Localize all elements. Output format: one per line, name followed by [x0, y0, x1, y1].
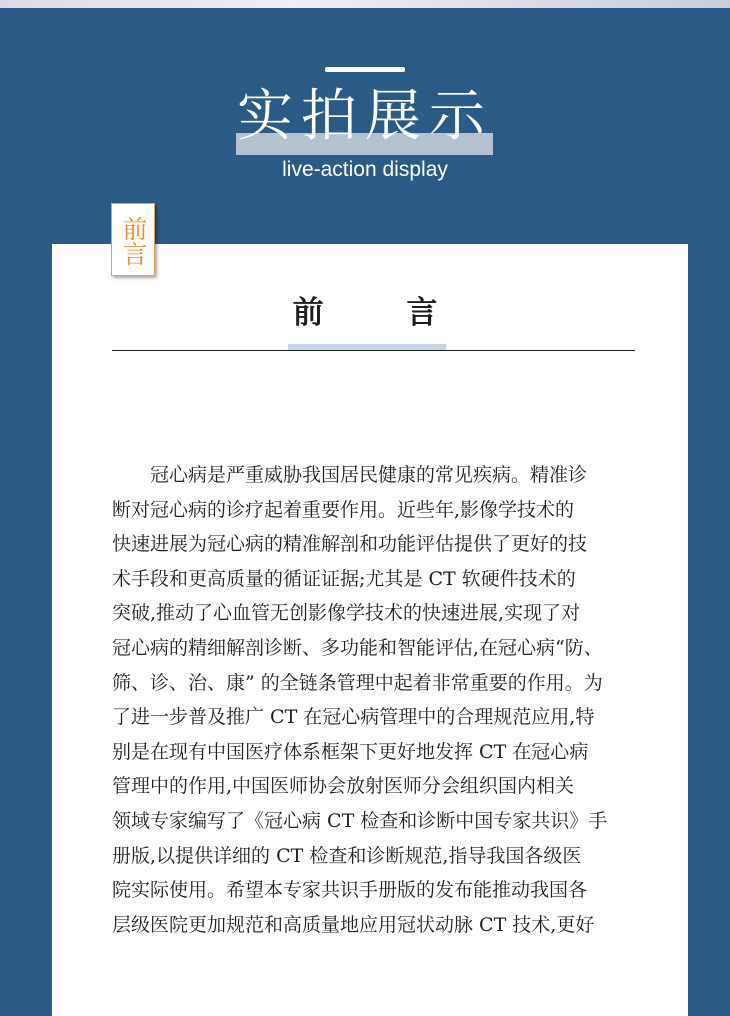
body-paragraph — [112, 458, 636, 942]
title-top-bar — [325, 67, 405, 72]
body-line: 了进一步普及推广 CT 在冠心病管理中的合理规范应用,特 — [112, 706, 595, 729]
body-line: 术手段和更高质量的循证证据;尤其是 CT 软硬件技术的 — [112, 567, 576, 590]
body-line: 筛、诊、治、康” 的全链条管理中起着非常重要的作用。为 — [112, 671, 603, 694]
body-line: 层级医院更加规范和高质量地应用冠状动脉 CT 技术,更好 — [112, 913, 595, 936]
body-line: 冠心病的精细解剖诊断、多功能和智能评估,在冠心病“防、 — [112, 636, 603, 659]
body-line: 冠心病是严重威胁我国居民健康的常见疾病。精准诊 — [150, 464, 588, 486]
body-line: 册版,以提供详细的 CT 检查和诊断规范,指导我国各级医 — [112, 844, 582, 867]
body-line: 管理中的作用,中国医师协会放射医师分会组织国内相关 — [112, 775, 575, 798]
body-line: 快速进展为冠心病的精准解剖和功能评估提供了更好的技 — [112, 533, 588, 556]
top-decorative-strip — [0, 0, 730, 8]
body-line: 别是在现有中国医疗体系框架下更好地发挥 CT 在冠心病 — [112, 740, 589, 763]
body-line: 领域专家编写了《冠心病 CT 检查和诊断中国专家共识》手 — [112, 809, 608, 832]
section-heading: 前 言 — [292, 295, 474, 331]
body-line: 院实际使用。希望本专家共识手册版的发布能推动我国各 — [112, 879, 588, 902]
body-line: 突破,推动了心血管无创影像学技术的快速进展,实现了对 — [112, 602, 581, 625]
page-subtitle: live-action display — [282, 158, 448, 181]
body-line: 断对冠心病的诊疗起着重要作用。近些年,影像学技术的 — [112, 498, 575, 521]
heading-divider — [112, 350, 635, 351]
section-tag: 前言 — [111, 203, 155, 276]
page-title: 实拍展示 — [237, 84, 493, 149]
